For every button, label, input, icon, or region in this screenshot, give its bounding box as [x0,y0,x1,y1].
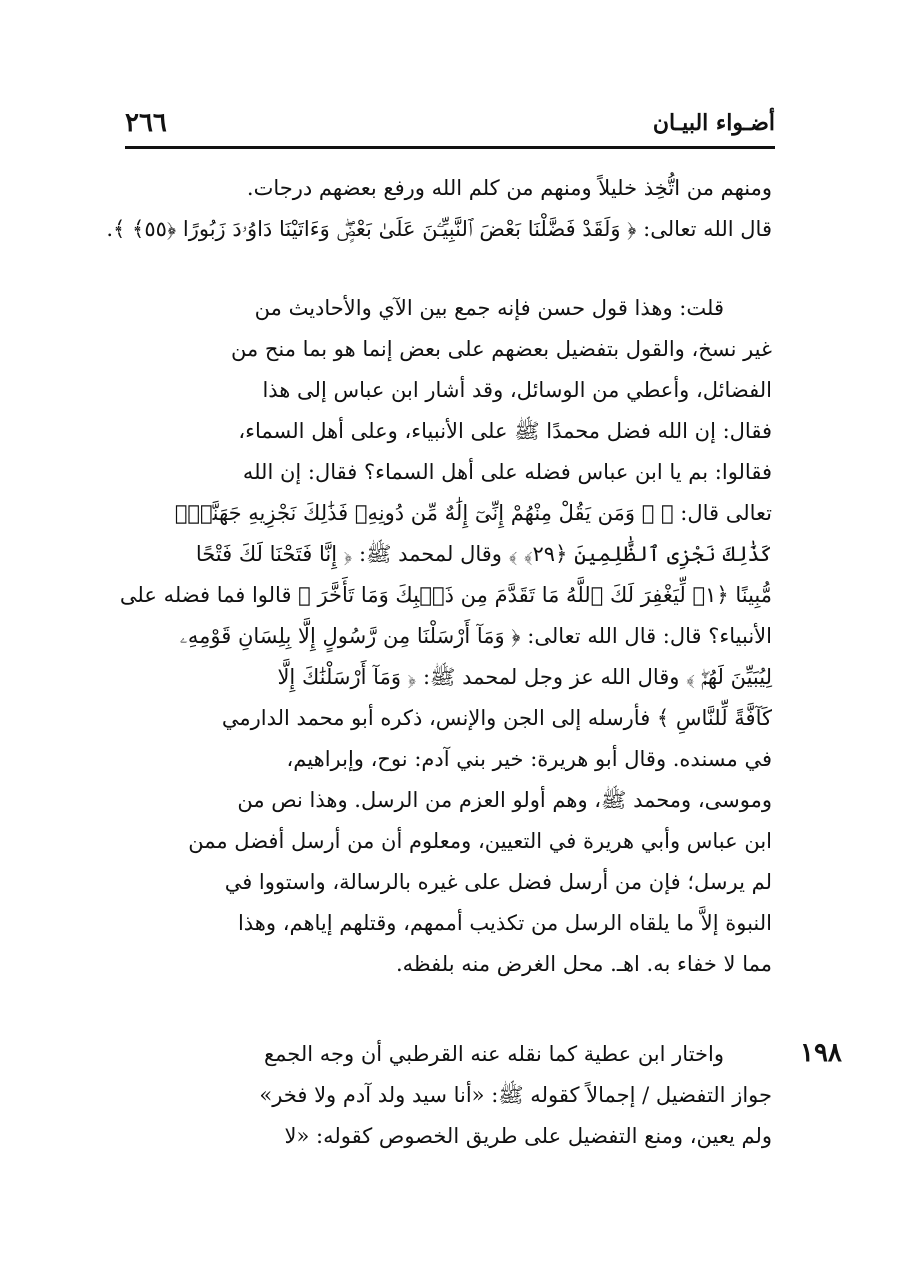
page-header [125,108,775,144]
text-line: كَآفَّةً لِّلنَّاسِ ﴾ فأرسله إلى الجن والإنس، ذكره أبو محمد الدارمي [221,706,772,730]
margin-reference-number: ١٩٨ [800,1038,842,1068]
text-line: مما لا خفاء به. اهـ. محل الغرض منه بلفظه. [395,952,772,976]
paragraph-1 [106,168,772,250]
text-line: فقالوا: بم يا ابن عباس فضله على أهل السماء؟ فقال: إن الله [242,460,772,484]
text-line: النبوة إلاَّ ما يلقاه الرسل من تكذيب أممهم، وقتلهم إياهم، وهذا [237,911,772,935]
header-divider [125,146,775,149]
text-line: الأنبياء؟ قال: قال الله تعالى: ﴿ وَمَآ أَرْسَلْنَا مِن رَّسُولٍ إِلَّا بِلِسَانِ قَوْمِهِۦ [179,624,772,648]
text-line: كَذَٰلِكَ نَجْزِى ٱلظَّٰلِمِينَ ﴿٢٩﴾ ﴾ وقال لمحمد ﷺ: ﴿ إِنَّا فَتَحْنَا لَكَ فَتْحًا [195,542,772,566]
text-line: قال الله تعالى: ﴿ وَلَقَدْ فَضَّلْنَا بَعْضَ ٱلنَّبِيِّـۧنَ عَلَىٰ بَعْضٍۖ وَءَاتَيْنَا دَاوُۥدَ زَبُورًا ﴿٥٥﴾ ﴾. [106,217,772,241]
text-line: وموسى، ومحمد ﷺ، وهم أولو العزم من الرسل. وهذا نص من [237,788,772,812]
text-line: ومنهم من اتُّخِذ خليلاً ومنهم من كلم الله ورفع بعضهم درجات. [246,176,772,200]
text-line: ولم يعين، ومنع التفضيل على طريق الخصوص كقوله: «لا [284,1124,772,1148]
text-line: غير نسخ، والقول بتفضيل بعضهم على بعض إنما هو بما منح من [230,337,772,361]
paragraph-3 [128,1034,772,1157]
text-line: لم يرسل؛ فإن من أرسل فضل على غيره بالرسالة، واستووا في [224,870,772,894]
text-line: لِيُبَيِّنَ لَهُمْۖ ﴾ وقال الله عز وجل لمحمد ﷺ: ﴿ وَمَآ أَرْسَلْنَٰكَ إِلَّا [277,665,772,689]
text-line: فقال: إن الله فضل محمدًا ﷺ على الأنبياء، وعلى أهل السماء، [238,419,772,443]
text-line: تعالى قال: ﴿ ۞ وَمَن يَقُلْ مِنْهُمْ إِنِّىٓ إِلَٰهٌ مِّن دُونِهِۦ فَذَٰلِكَ نَجْزِيهِ جَهَنَّمَۚ [174,501,772,525]
text-line: ابن عباس وأبي هريرة في التعيين، ومعلوم أن من أرسل أفضل ممن [188,829,772,853]
text-line: واختار ابن عطية كما نقله عنه القرطبي أن وجه الجمع [263,1042,724,1066]
running-title: أضـواء البيـان [652,110,775,136]
page-number: ٢٦٦ [125,108,167,138]
text-line: مُّبِينًا ﴿١﴾ لِّيَغْفِرَ لَكَ ٱللَّهُ مَا تَقَدَّمَ مِن ذَنۢبِكَ وَمَا تَأَخَّرَ ﴾ قالوا فما فضله على [119,583,772,607]
text-line: جواز التفضيل / إجمالاً كقوله ﷺ: «أنا سيد ولد آدم ولا فخر» [259,1083,772,1107]
text-line: في مسنده. وقال أبو هريرة: خير بني آدم: نوح، وإبراهيم، [286,747,772,771]
paragraph-2 [119,288,772,985]
text-line: الفضائل، وأعطي من الوسائل، وقد أشار ابن عباس إلى هذا [262,378,772,402]
text-line: قلت: وهذا قول حسن فإنه جمع بين الآي والأحاديث من [254,296,724,320]
